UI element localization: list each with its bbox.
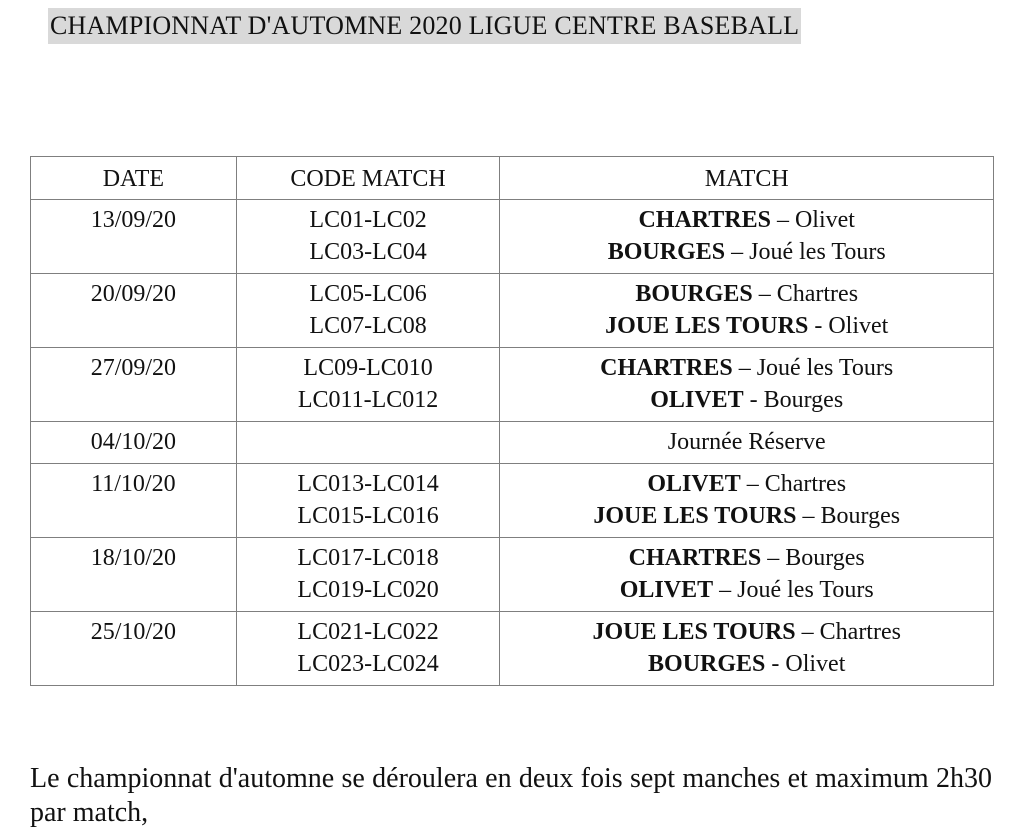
table-row bbox=[31, 538, 994, 612]
away-team: Olivet bbox=[794, 207, 855, 233]
home-team: CHARTRES bbox=[638, 207, 771, 233]
away-team: Olivet bbox=[785, 651, 846, 677]
date-cell: 11/10/20 bbox=[31, 464, 237, 538]
match-line bbox=[504, 500, 989, 532]
match-separator: – bbox=[761, 545, 786, 571]
match-separator: – bbox=[725, 239, 750, 265]
date-cell: 25/10/20 bbox=[31, 612, 237, 686]
match-cell bbox=[500, 538, 994, 612]
home-team: CHARTRES bbox=[600, 355, 733, 381]
match-code: LC09-LC010 bbox=[303, 355, 433, 381]
code-match-cell bbox=[236, 422, 500, 464]
match-separator: – bbox=[752, 281, 777, 307]
match-cell bbox=[500, 200, 994, 274]
match-line bbox=[504, 310, 989, 342]
header-match: MATCH bbox=[500, 157, 994, 200]
match-line bbox=[504, 468, 989, 500]
table-row bbox=[31, 348, 994, 422]
match-code: LC05-LC06 bbox=[309, 281, 427, 307]
match-separator: - bbox=[765, 651, 786, 677]
date-cell: 27/09/20 bbox=[31, 348, 237, 422]
match-code: LC07-LC08 bbox=[309, 313, 427, 339]
match-line bbox=[504, 278, 989, 310]
away-team: Olivet bbox=[828, 313, 889, 339]
match-code: LC01-LC02 bbox=[309, 207, 427, 233]
table-row bbox=[31, 274, 994, 348]
match-line bbox=[504, 236, 989, 268]
match-code: LC015-LC016 bbox=[297, 503, 439, 529]
match-separator: - bbox=[808, 313, 829, 339]
date-cell: 04/10/20 bbox=[31, 422, 237, 464]
match-line bbox=[504, 204, 989, 236]
away-team: Chartres bbox=[764, 471, 847, 497]
match-code: LC013-LC014 bbox=[297, 471, 439, 497]
away-team: Bourges bbox=[763, 387, 844, 413]
code-match-cell bbox=[236, 274, 500, 348]
header-code-match: CODE MATCH bbox=[236, 157, 500, 200]
code-match-cell bbox=[236, 538, 500, 612]
away-team: Joué les Tours bbox=[749, 239, 886, 265]
home-team: JOUE LES TOURS bbox=[605, 313, 809, 339]
home-team: JOUE LES TOURS bbox=[593, 503, 797, 529]
match-separator: - bbox=[743, 387, 764, 413]
match-separator: – bbox=[770, 207, 795, 233]
away-team: Joué les Tours bbox=[737, 577, 874, 603]
match-separator: – bbox=[796, 503, 821, 529]
schedule-table bbox=[30, 156, 994, 686]
home-team: BOURGES bbox=[648, 651, 766, 677]
match-cell bbox=[500, 464, 994, 538]
date-cell: 20/09/20 bbox=[31, 274, 237, 348]
code-match-cell bbox=[236, 348, 500, 422]
match-code: LC023-LC024 bbox=[297, 651, 439, 677]
match-cell bbox=[500, 612, 994, 686]
code-match-cell bbox=[236, 200, 500, 274]
schedule-body bbox=[31, 200, 994, 686]
code-match-cell bbox=[236, 464, 500, 538]
header-date: DATE bbox=[31, 157, 237, 200]
match-code: LC011-LC012 bbox=[297, 387, 439, 413]
match-separator: – bbox=[795, 619, 820, 645]
reserve-day-label: Journée Réserve bbox=[667, 429, 826, 455]
table-row bbox=[31, 464, 994, 538]
match-cell bbox=[500, 274, 994, 348]
table-row bbox=[31, 612, 994, 686]
match-cell bbox=[500, 422, 994, 464]
home-team: BOURGES bbox=[635, 281, 753, 307]
match-line bbox=[504, 574, 989, 606]
match-line bbox=[504, 616, 989, 648]
home-team: OLIVET bbox=[619, 577, 714, 603]
code-match-cell bbox=[236, 612, 500, 686]
date-cell: 13/09/20 bbox=[31, 200, 237, 274]
footer-note: Le championnat d'automne se déroulera en deux fois sept manches et maximum 2h30 par match, bbox=[30, 763, 992, 828]
away-team: Bourges bbox=[785, 545, 865, 571]
document-title: CHAMPIONNAT D'AUTOMNE 2020 LIGUE CENTRE BASEBALL bbox=[48, 8, 801, 44]
away-team: Chartres bbox=[776, 281, 859, 307]
home-team: OLIVET bbox=[650, 387, 744, 413]
away-team: Bourges bbox=[820, 503, 901, 529]
away-team: Joué les Tours bbox=[756, 355, 894, 381]
away-team: Chartres bbox=[819, 619, 901, 645]
home-team: CHARTRES bbox=[628, 545, 762, 571]
match-separator: – bbox=[732, 355, 757, 381]
date-cell: 18/10/20 bbox=[31, 538, 237, 612]
match-separator: – bbox=[713, 577, 738, 603]
match-code: LC019-LC020 bbox=[297, 577, 439, 603]
match-separator: – bbox=[740, 471, 765, 497]
match-line bbox=[504, 384, 989, 416]
home-team: OLIVET bbox=[647, 471, 741, 497]
table-row bbox=[31, 422, 994, 464]
match-line bbox=[504, 648, 989, 680]
match-cell bbox=[500, 348, 994, 422]
match-code: LC017-LC018 bbox=[297, 545, 439, 571]
match-code: LC03-LC04 bbox=[309, 239, 427, 265]
table-row bbox=[31, 200, 994, 274]
home-team: BOURGES bbox=[607, 239, 726, 265]
match-line bbox=[504, 542, 989, 574]
table-header-row bbox=[31, 157, 994, 200]
match-code: LC021-LC022 bbox=[297, 619, 439, 645]
match-line bbox=[504, 352, 989, 384]
home-team: JOUE LES TOURS bbox=[592, 619, 796, 645]
